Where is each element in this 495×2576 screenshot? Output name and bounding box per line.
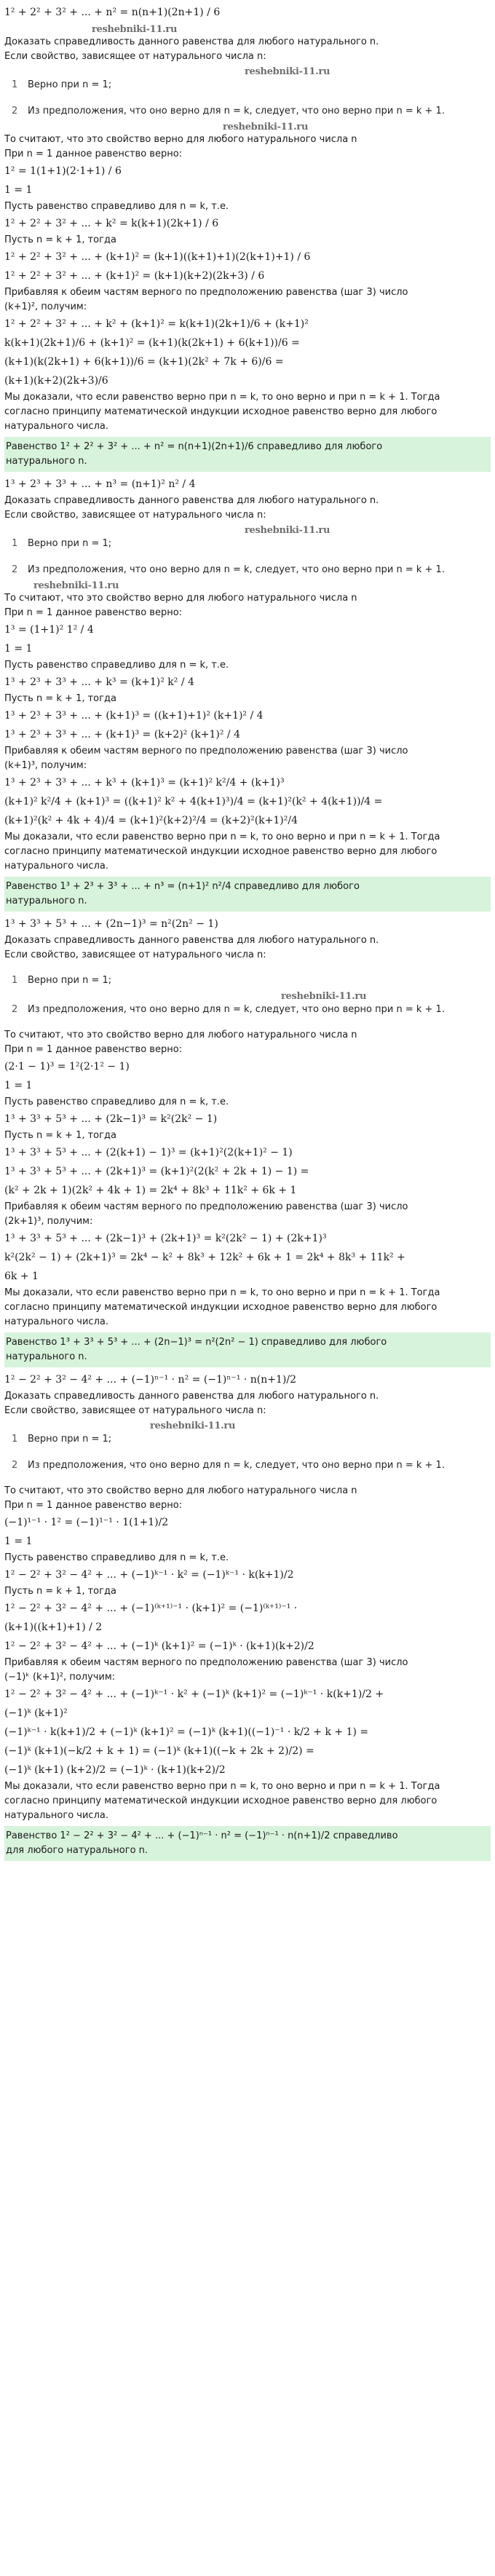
formula-line: (−1)ᵏ (k+1) (k+2)/2 = (−1)ᵏ · (k+1)(k+2)/2 [4, 1764, 226, 1776]
watermark-row [4, 64, 491, 77]
conclusion-text: Равенство 1² + 2² + 3² + ... + n² = n(n+1)(2n+1)/6 справедливо для любого [6, 441, 383, 452]
text-line: Прибавляя к обеим частям верного по предположению равенства (шаг 3) число [4, 1657, 408, 1668]
text-line: То считают, что это свойство верно для любого натурального числа n [4, 1030, 357, 1040]
watermark-row [4, 22, 491, 35]
induction-step [4, 536, 491, 552]
spacer [4, 963, 491, 973]
step-text: Верно при n = 1; [28, 538, 112, 549]
conclusion-box [4, 1332, 491, 1367]
text-line: Доказать справедливость данного равенства для любого натурального n. [4, 935, 379, 946]
text-line: При n = 1 данное равенство верно: [4, 607, 183, 618]
formula-line: 1³ + 3³ + 5³ + ... + (2k+1)³ = (k+1)²(2(k² + 2k + 1) − 1) = [4, 1166, 309, 1177]
step-text: Верно при n = 1; [28, 1434, 112, 1445]
conclusion-box [4, 1826, 491, 1861]
text-line: Если свойство, зависящее от натурального числа n: [4, 510, 266, 521]
step-text: Из предположения, что оно верно для n = k, следует, что оно верно при n = k + 1. [28, 106, 445, 116]
step-text: Из предположения, что оно верно для n = k, следует, что оно верно при n = k + 1. [28, 1004, 445, 1015]
conclusion-box [4, 877, 491, 912]
formula-line: 1² − 2² + 3² − 4² + ... + (−1)ᵏ⁻¹ · k² = (−1)ᵏ⁻¹ · k(k+1)/2 [4, 1569, 294, 1581]
step-number: 1 [12, 1434, 18, 1445]
formula-line: 1³ + 2³ + 3³ + ... + (k+1)³ = ((k+1)+1)² (k+1)² / 4 [4, 710, 264, 722]
formula-line: 1² − 2² + 3² − 4² + ... + (−1)ᵏ (k+1)² = (−1)ᵏ · (k+1)(k+2)/2 [4, 1640, 314, 1652]
formula-line: 1³ + 3³ + 5³ + ... + (2k−1)³ + (2k+1)³ = k²(2k² − 1) + (2k+1)³ [4, 1233, 327, 1244]
step-number: 1 [12, 79, 18, 90]
text-line: Если свойство, зависящее от натурального числа n: [4, 949, 266, 960]
text-line: согласно принципу математической индукции исходное равенство верно для любого [4, 1302, 437, 1313]
text-line: Прибавляя к обеим частям верного по предположению равенства (шаг 3) число [4, 287, 408, 298]
spacer [4, 93, 491, 103]
formula-line: 1 = 1 [4, 643, 33, 655]
step-number: 2 [12, 106, 18, 116]
formula-line: 1³ + 3³ + 5³ + ... + (2(k+1) − 1)³ = (k+1)²(2(k+1)² − 1) [4, 1147, 293, 1158]
formula-line: 1 = 1 [4, 184, 33, 196]
step-text: Из предположения, что оно верно для n = k, следует, что оно верно при n = k + 1. [28, 564, 445, 575]
spacer [4, 1474, 491, 1484]
conclusion-text-cont: для любого натурального n. [6, 1845, 148, 1856]
induction-step [4, 973, 491, 989]
spacer [4, 1447, 491, 1458]
text-line: согласно принципу математической индукции исходное равенство верно для любого [4, 406, 437, 417]
conclusion-text-cont: натурального n. [6, 1351, 87, 1362]
step-number: 2 [12, 1004, 18, 1015]
text-line: Мы доказали, что если равенство верно при n = k, то оно верно и при n = k + 1. Тогда [4, 831, 440, 842]
induction-step [4, 103, 491, 119]
step-text: Из предположения, что оно верно для n = k, следует, что оно верно при n = k + 1. [28, 1460, 445, 1471]
proof-section-1 [4, 3, 491, 472]
text-line: натурального числа. [4, 421, 108, 432]
text-line: Пусть равенство справедливо для n = k, т.е. [4, 1097, 229, 1107]
text-line: Пусть n = k + 1, тогда [4, 1130, 116, 1141]
watermark-row [4, 989, 491, 1002]
conclusion-text: Равенство 1² − 2² + 3² − 4² + ... + (−1)ⁿ⁻¹ · n² = (−1)ⁿ⁻¹ · n(n+1)/2 справедливо [6, 1830, 398, 1841]
formula-line: (−1)¹⁻¹ · 1² = (−1)¹⁻¹ · 1(1+1)/2 [4, 1517, 169, 1528]
formula-line: 1³ + 2³ + 3³ + ... + k³ + (k+1)³ = (k+1)² k²/4 + (k+1)³ [4, 777, 285, 789]
text-line: согласно принципу математической индукции исходное равенство верно для любого [4, 1795, 437, 1806]
text-line: Прибавляя к обеим частям верного по предположению равенства (шаг 3) число [4, 1201, 408, 1212]
formula-line: (k+1)((k+1)+1) / 2 [4, 1621, 103, 1633]
text-line: Если свойство, зависящее от натурального числа n: [4, 1405, 266, 1416]
formula-line: (−1)ᵏ⁻¹ · k(k+1)/2 + (−1)ᵏ (k+1)² = (−1)ᵏ (k+1)((−1)⁻¹ · k/2 + k + 1) = [4, 1726, 369, 1738]
text-line: Пусть равенство справедливо для n = k, т.е. [4, 1552, 229, 1563]
text-line: (−1)ᵏ (k+1)², получим: [4, 1672, 116, 1683]
formula-line: 1³ + 2³ + 3³ + ... + n³ = (n+1)² n² / 4 [4, 478, 196, 490]
proof-section-2 [4, 475, 491, 912]
conclusion-text: Равенство 1³ + 2³ + 3³ + ... + n³ = (n+1)² n²/4 справедливо для любого [6, 881, 360, 892]
watermark: reshebniki-11.ru [245, 66, 330, 77]
text-line: Доказать справедливость данного равенства для любого натурального n. [4, 1391, 379, 1402]
text-line: То считают, что это свойство верно для любого натурального числа n [4, 134, 357, 145]
formula-line: 1² + 2² + 3² + ... + k² + (k+1)² = k(k+1)(2k+1)/6 + (k+1)² [4, 318, 309, 330]
formula-line: 1² + 2² + 3² + ... + n² = n(n+1)(2n+1) / 6 [4, 7, 221, 18]
proof-section-3 [4, 914, 491, 1367]
conclusion-text-cont: натурального n. [6, 896, 87, 906]
text-line: То считают, что это свойство верно для любого натурального числа n [4, 593, 357, 604]
step-number: 2 [12, 564, 18, 575]
induction-step [4, 1458, 491, 1474]
formula-line: 1² − 2² + 3² − 4² + ... + (−1)ⁿ⁻¹ · n² = (−1)ⁿ⁻¹ · n(n+1)/2 [4, 1374, 297, 1386]
step-number: 2 [12, 1460, 18, 1471]
conclusion-text-cont: натурального n. [6, 456, 87, 467]
step-number: 1 [12, 538, 18, 549]
text-line: При n = 1 данное равенство верно: [4, 1044, 183, 1055]
text-line: согласно принципу математической индукции исходное равенство верно для любого [4, 846, 437, 857]
text-line: (k+1)³, получим: [4, 760, 87, 771]
formula-line: 1³ = (1+1)² 1² / 4 [4, 624, 94, 636]
text-line: Пусть n = k + 1, тогда [4, 234, 116, 245]
formula-line: (−1)ᵏ (k+1)(−k/2 + k + 1) = (−1)ᵏ (k+1)((−k + 2k + 2)/2) = [4, 1745, 314, 1757]
text-line: натурального числа. [4, 1810, 108, 1821]
text-line: То считают, что это свойство верно для любого натурального числа n [4, 1485, 357, 1496]
formula-line: (−1)ᵏ (k+1)² [4, 1707, 68, 1719]
proof-section-4 [4, 1370, 491, 1861]
induction-step [4, 77, 491, 93]
induction-step [4, 1431, 491, 1447]
formula-line: 1² + 2² + 3² + ... + (k+1)² = (k+1)((k+1)+1)(2(k+1)+1) / 6 [4, 251, 311, 263]
watermark-row [4, 578, 491, 591]
formula-line: 1² = 1(1+1)(2·1+1) / 6 [4, 165, 122, 177]
formula-line: 1³ + 3³ + 5³ + ... + (2n−1)³ = n²(2n² − 1) [4, 918, 218, 930]
formula-line: 1 = 1 [4, 1080, 33, 1091]
formula-line: 1³ + 2³ + 3³ + ... + k³ = (k+1)² k² / 4 [4, 676, 194, 688]
formula-line: (k+1)²(k² + 4k + 4)/4 = (k+1)²(k+2)²/4 = (k+2)²(k+1)²/4 [4, 815, 298, 826]
spacer [4, 1018, 491, 1028]
step-number: 1 [12, 975, 18, 986]
formula-line: k(k+1)(2k+1)/6 + (k+1)² = (k+1)(k(2k+1) + 6(k+1))/6 = [4, 337, 300, 349]
text-line: Пусть равенство справедливо для n = k, т.е. [4, 660, 229, 671]
text-line: Пусть n = k + 1, тогда [4, 1586, 116, 1597]
formula-line: 1 = 1 [4, 1536, 33, 1547]
formula-line: 1³ + 3³ + 5³ + ... + (2k−1)³ = k²(2k² − 1) [4, 1113, 218, 1125]
conclusion-text: Равенство 1³ + 3³ + 5³ + ... + (2n−1)³ = n²(2n² − 1) справедливо для любого [6, 1337, 387, 1348]
formula-line: (k+1)² k²/4 + (k+1)³ = ((k+1)² k² + 4(k+1)³)/4 = (k+1)²(k² + 4(k+1))/4 = [4, 796, 383, 807]
watermark-row [4, 1418, 491, 1431]
watermark: reshebniki-11.ru [245, 525, 330, 536]
text-line: При n = 1 данное равенство верно: [4, 149, 183, 159]
watermark: reshebniki-11.ru [223, 122, 309, 133]
text-line: Если свойство, зависящее от натурального числа n: [4, 51, 266, 62]
text-line: Пусть равенство справедливо для n = k, т.е. [4, 201, 229, 212]
formula-line: (k+1)(k(2k+1) + 6(k+1))/6 = (k+1)(2k² + 7k + 6)/6 = [4, 356, 284, 368]
induction-step [4, 1002, 491, 1018]
formula-line: (k² + 2k + 1)(2k² + 4k + 1) = 2k⁴ + 8k³ + 11k² + 6k + 1 [4, 1185, 297, 1196]
spacer [4, 552, 491, 562]
formula-line: 6k + 1 [4, 1271, 39, 1282]
text-line: натурального числа. [4, 1316, 108, 1327]
watermark-row [4, 119, 491, 133]
watermark: reshebniki-11.ru [281, 991, 367, 1002]
step-text: Верно при n = 1; [28, 975, 112, 986]
text-line: Прибавляя к обеим частям верного по предположению равенства (шаг 3) число [4, 746, 408, 756]
formula-line: 1² + 2² + 3² + ... + (k+1)² = (k+1)(k+2)(2k+3) / 6 [4, 270, 265, 282]
text-line: Доказать справедливость данного равенства для любого натурального n. [4, 36, 379, 47]
text-line: Пусть n = k + 1, тогда [4, 693, 116, 704]
text-line: натурального числа. [4, 861, 108, 872]
formula-line: k²(2k² − 1) + (2k+1)³ = 2k⁴ − k² + 8k³ + 12k² + 6k + 1 = 2k⁴ + 8k³ + 11k² + [4, 1252, 405, 1263]
formula-line: (2·1 − 1)³ = 1²(2·1² − 1) [4, 1061, 130, 1072]
text-line: Мы доказали, что если равенство верно при n = k, то оно верно и при n = k + 1. Тогда [4, 1781, 440, 1792]
conclusion-box [4, 437, 491, 472]
watermark: reshebniki-11.ru [33, 580, 119, 591]
formula-line: 1² − 2² + 3² − 4² + ... + (−1)ᵏ⁻¹ · k² + (−1)ᵏ (k+1)² = (−1)ᵏ⁻¹ · k(k+1)/2 + [4, 1688, 384, 1700]
watermark: reshebniki-11.ru [150, 1421, 236, 1431]
formula-line: (k+1)(k+2)(2k+3)/6 [4, 375, 108, 387]
text-line: При n = 1 данное равенство верно: [4, 1500, 183, 1511]
text-line: Доказать справедливость данного равенства для любого натурального n. [4, 495, 379, 506]
text-line: (2k+1)³, получим: [4, 1216, 93, 1227]
formula-line: 1³ + 2³ + 3³ + ... + (k+1)³ = (k+2)² (k+1)² / 4 [4, 729, 241, 740]
step-text: Верно при n = 1; [28, 79, 112, 90]
formula-line: 1² − 2² + 3² − 4² + ... + (−1)⁽ᵏ⁺¹⁾⁻¹ · (k+1)² = (−1)⁽ᵏ⁺¹⁾⁻¹ · [4, 1603, 298, 1614]
text-line: Мы доказали, что если равенство верно при n = k, то оно верно и при n = k + 1. Тогда [4, 392, 440, 403]
text-line: (k+1)², получим: [4, 301, 87, 312]
text-line: Мы доказали, что если равенство верно при n = k, то оно верно и при n = k + 1. Тогда [4, 1287, 440, 1298]
formula-line: 1² + 2² + 3² + ... + k² = k(k+1)(2k+1) / 6 [4, 218, 219, 229]
watermark-row [4, 523, 491, 536]
watermark: reshebniki-11.ru [92, 24, 178, 35]
induction-step [4, 562, 491, 578]
